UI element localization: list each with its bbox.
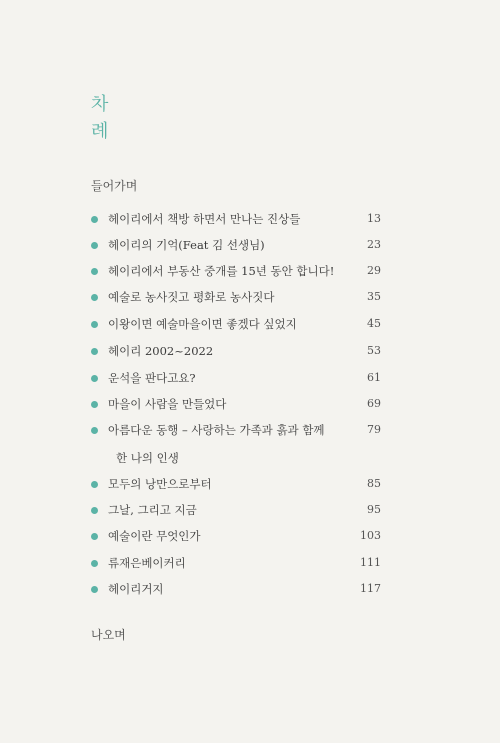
bullet-dot-icon [91,507,98,514]
toc-entry [91,262,381,280]
toc-entry [91,475,381,493]
bullet-dot-icon [91,294,98,301]
toc-entry-page: 111 [360,556,381,569]
toc-entry-title: 예술이란 무엇인가 [108,529,201,543]
toc-entry-page: 103 [360,529,381,542]
toc-entry [91,421,381,439]
toc-entry-title: 류재은베이커리 [108,556,186,570]
toc-entry [91,342,381,360]
toc-heading-line2: 례 [91,121,110,142]
toc-entry-title: 헤이리에서 부동산 중개를 15년 동안 합니다! [108,264,335,278]
toc-entry-page: 69 [367,397,381,410]
toc-entry-page: 13 [367,212,381,225]
bullet-dot-icon [91,427,98,434]
bullet-dot-icon [91,348,98,355]
bullet-dot-icon [91,321,98,328]
toc-entry-title: 헤이리 2002~2022 [108,344,214,358]
toc-entry-page: 23 [367,238,381,251]
toc-entry [91,288,381,306]
toc-entry-title: 헤이리거지 [108,582,164,596]
toc-entry-title: 모두의 낭만으로부터 [108,477,212,491]
toc-entry [91,395,381,413]
toc-entry [91,315,381,333]
bullet-dot-icon [91,375,98,382]
toc-entry-page: 95 [367,503,381,516]
toc-entry-page: 53 [367,344,381,357]
toc-entry-title: 이왕이면 예술마을이면 좋겠다 싶었지 [108,317,297,331]
toc-entry-continuation: 한 나의 인생 [116,451,179,465]
toc-entry-title: 운석을 판다고요? [108,371,196,385]
toc-entry-title: 헤이리에서 책방 하면서 만나는 진상들 [108,212,301,226]
toc-entry-title: 마을이 사람을 만들었다 [108,397,227,411]
bullet-dot-icon [91,216,98,223]
toc-entry [91,501,381,519]
toc-entry-title: 헤이리의 기억(Feat 김 선생님) [108,238,265,252]
bullet-dot-icon [91,401,98,408]
toc-entry-title: 그날, 그리고 지금 [108,503,197,517]
toc-entry-title: 예술로 농사짓고 평화로 농사짓다 [108,290,275,304]
toc-entry-page: 29 [367,264,381,277]
toc-entry-page: 85 [367,477,381,490]
bullet-dot-icon [91,242,98,249]
bullet-dot-icon [91,560,98,567]
toc-entry [91,554,381,572]
toc-entry [91,369,381,387]
toc-heading-line1: 차 [91,94,110,115]
toc-entry-title: 아름다운 동행 – 사랑하는 가족과 흙과 함께 [108,423,325,437]
toc-entry [91,236,381,254]
bullet-dot-icon [91,268,98,275]
bullet-dot-icon [91,533,98,540]
outro-heading: 나오며 [91,628,126,642]
toc-entry-page: 45 [367,317,381,330]
toc-entry [91,210,381,228]
intro-heading: 들어가며 [91,179,138,193]
bullet-dot-icon [91,586,98,593]
toc-entry-page: 61 [367,371,381,384]
toc-entry-page: 79 [367,423,381,436]
toc-entry-page: 35 [367,290,381,303]
toc-entry-page: 117 [360,582,381,595]
bullet-dot-icon [91,481,98,488]
toc-entry [91,527,381,545]
toc-entry [91,580,381,598]
